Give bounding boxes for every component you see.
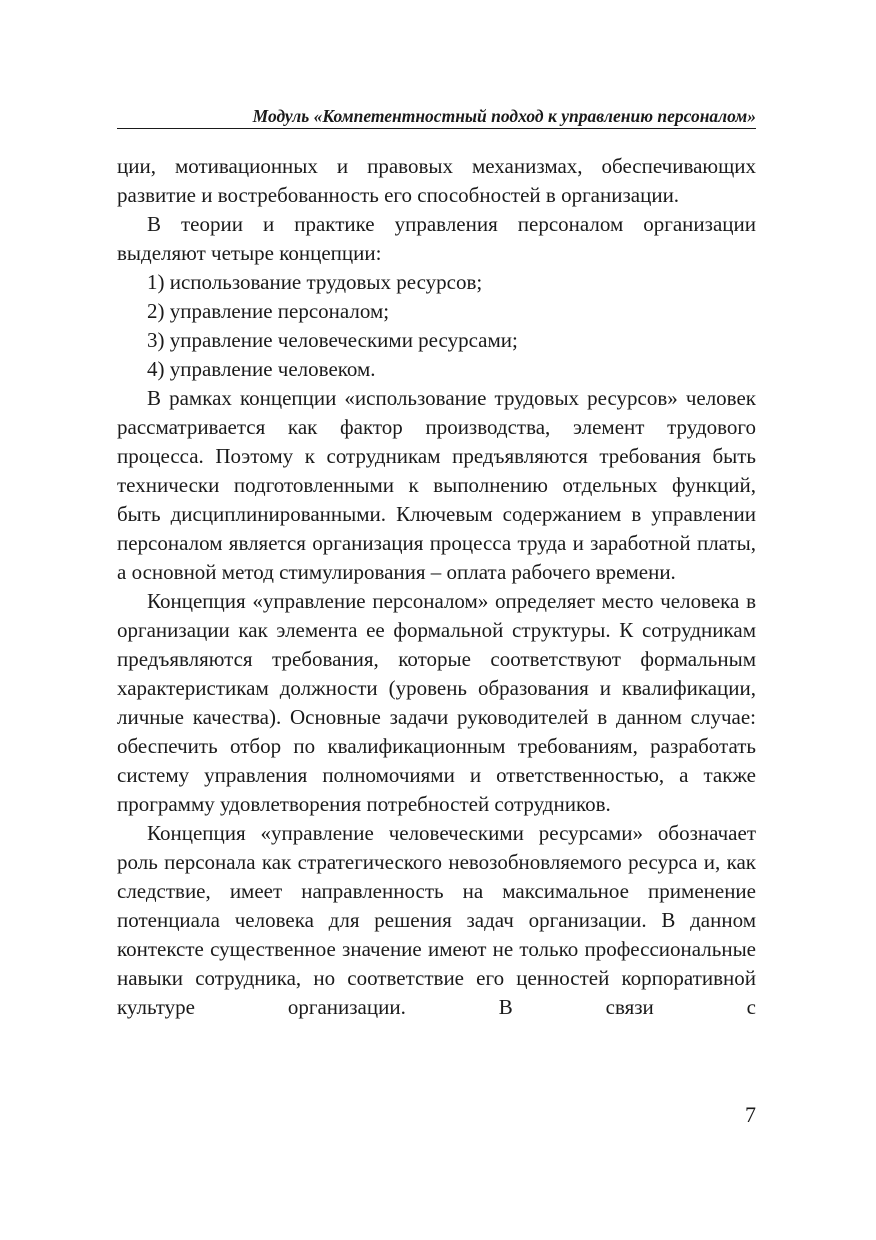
body-text	[117, 152, 756, 1022]
header-rule	[117, 128, 756, 129]
running-header: Модуль «Компетентностный подход к управлению персоналом»	[252, 106, 756, 126]
paragraph-continuation: ции, мотивационных и правовых механизмах, обеспечивающих развитие и востребованность его способностей в организации.	[117, 154, 756, 207]
list-item-2: 2) управление персоналом;	[147, 299, 390, 323]
page-number: 7	[745, 1102, 756, 1127]
list-item-3: 3) управление человеческими ресурсами;	[147, 328, 518, 352]
list-item-1: 1) использование трудовых ресурсов;	[147, 270, 483, 294]
paragraph-concepts-intro: В теории и практике управления персоналом организации выделяют четыре концепции:	[117, 212, 756, 265]
paragraph-personnel-management: Концепция «управление персоналом» определяет место человека в организации как элемента ее формальной структуры. К сотрудникам предъявляются требования, которые соответствуют формальным характеристикам должности (уровень образования и квалификации, личные качества). Основные задачи руководителей в данном случае: обеспечить отбор по квалификационным требованиям, разработать систему управления полномочиями и ответственностью, а также программу удовлетворения потребностей сотрудников.	[117, 589, 756, 816]
list-item-4: 4) управление человеком.	[147, 357, 376, 381]
paragraph-human-resources: Концепция «управление человеческими ресурсами» обозначает роль персонала как стратегического невозобновляемого ресурса и, как следствие, имеет направленность на максимальное применение потенциала человека для решения задач организации. В данном контексте существенное значение имеют не только профессиональные навыки сотрудника, но соответствие его ценностей корпоративной культуре организации. В связи с	[117, 821, 756, 1019]
document-page	[117, 0, 756, 1240]
paragraph-labor-resources: В рамках концепции «использование трудовых ресурсов» человек рассматривается как фактор производства, элемент трудового процесса. Поэтому к сотрудникам предъявляются требования быть технически подготовленными к выполнению отдельных функций, быть дисциплинированными. Ключевым содержанием в управлении персоналом является организация процесса труда и заработной платы, а основной метод стимулирования – оплата рабочего времени.	[117, 386, 756, 584]
